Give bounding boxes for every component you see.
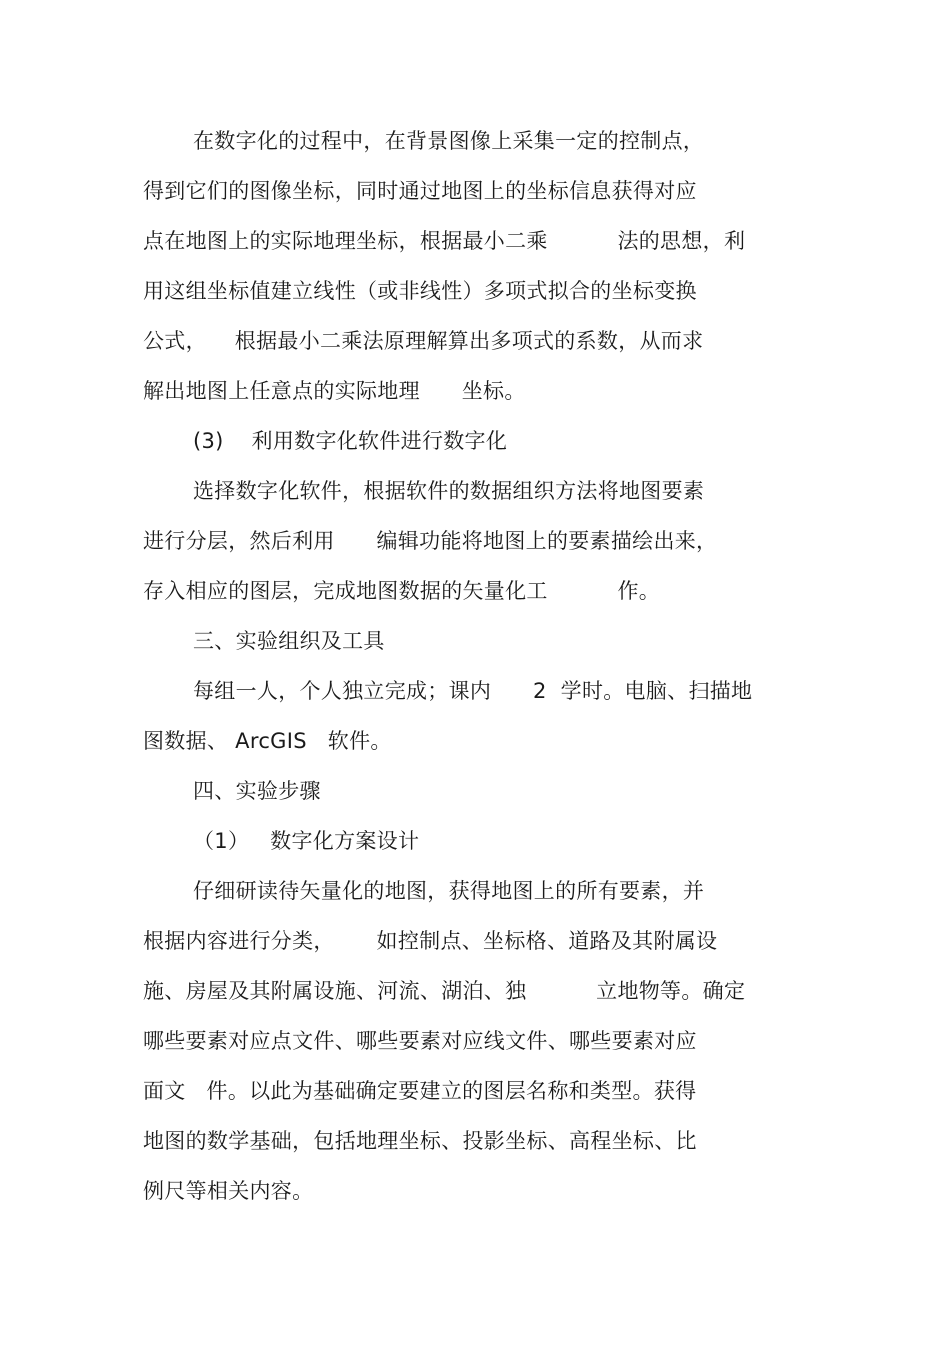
text-line: 选择数字化软件，根据软件的数据组织方法将地图要素 [193, 479, 705, 503]
text-line: 哪些要素对应点文件、哪些要素对应线文件、哪些要素对应 [143, 1029, 697, 1053]
section-heading: (3) 利用数字化软件进行数字化 [193, 429, 508, 453]
section-heading: 三、实验组织及工具 [193, 629, 385, 653]
section-heading: （1） 数字化方案设计 [193, 829, 420, 853]
text-line: 存入相应的图层，完成地图数据的矢量化工 作。 [143, 579, 661, 603]
section-heading: 四、实验步骤 [193, 779, 321, 803]
text-line: 公式， 根据最小二乘法原理解算出多项式的系数，从而求 [143, 329, 704, 353]
text-line: 图数据、 ArcGIS 软件。 [143, 729, 392, 753]
text-line: 在数字化的过程中，在背景图像上采集一定的控制点， [193, 129, 705, 153]
text-line: 例尺等相关内容。 [143, 1179, 314, 1203]
text-line: 面文 件。以此为基础确定要建立的图层名称和类型。获得 [143, 1079, 697, 1103]
text-line: 解出地图上任意点的实际地理 坐标。 [143, 379, 526, 403]
text-line: 进行分层，然后利用 编辑功能将地图上的要素描绘出来， [143, 529, 718, 553]
text-line: 点在地图上的实际地理坐标，根据最小二乘 法的思想，利 [143, 229, 746, 253]
text-line: 每组一人，个人独立完成；课内 2 学时。电脑、扫描地 [193, 679, 753, 703]
text-line: 施、房屋及其附属设施、河流、湖泊、独 立地物等。确定 [143, 979, 746, 1003]
text-line: 得到它们的图像坐标，同时通过地图上的坐标信息获得对应 [143, 179, 697, 203]
text-line: 仔细研读待矢量化的地图，获得地图上的所有要素，并 [193, 879, 705, 903]
text-line: 用这组坐标值建立线性（或非线性）多项式拟合的坐标变换 [143, 279, 697, 303]
text-line: 地图的数学基础，包括地理坐标、投影坐标、高程坐标、比 [143, 1129, 697, 1153]
text-line: 根据内容进行分类， 如控制点、坐标格、道路及其附属设 [143, 929, 718, 953]
